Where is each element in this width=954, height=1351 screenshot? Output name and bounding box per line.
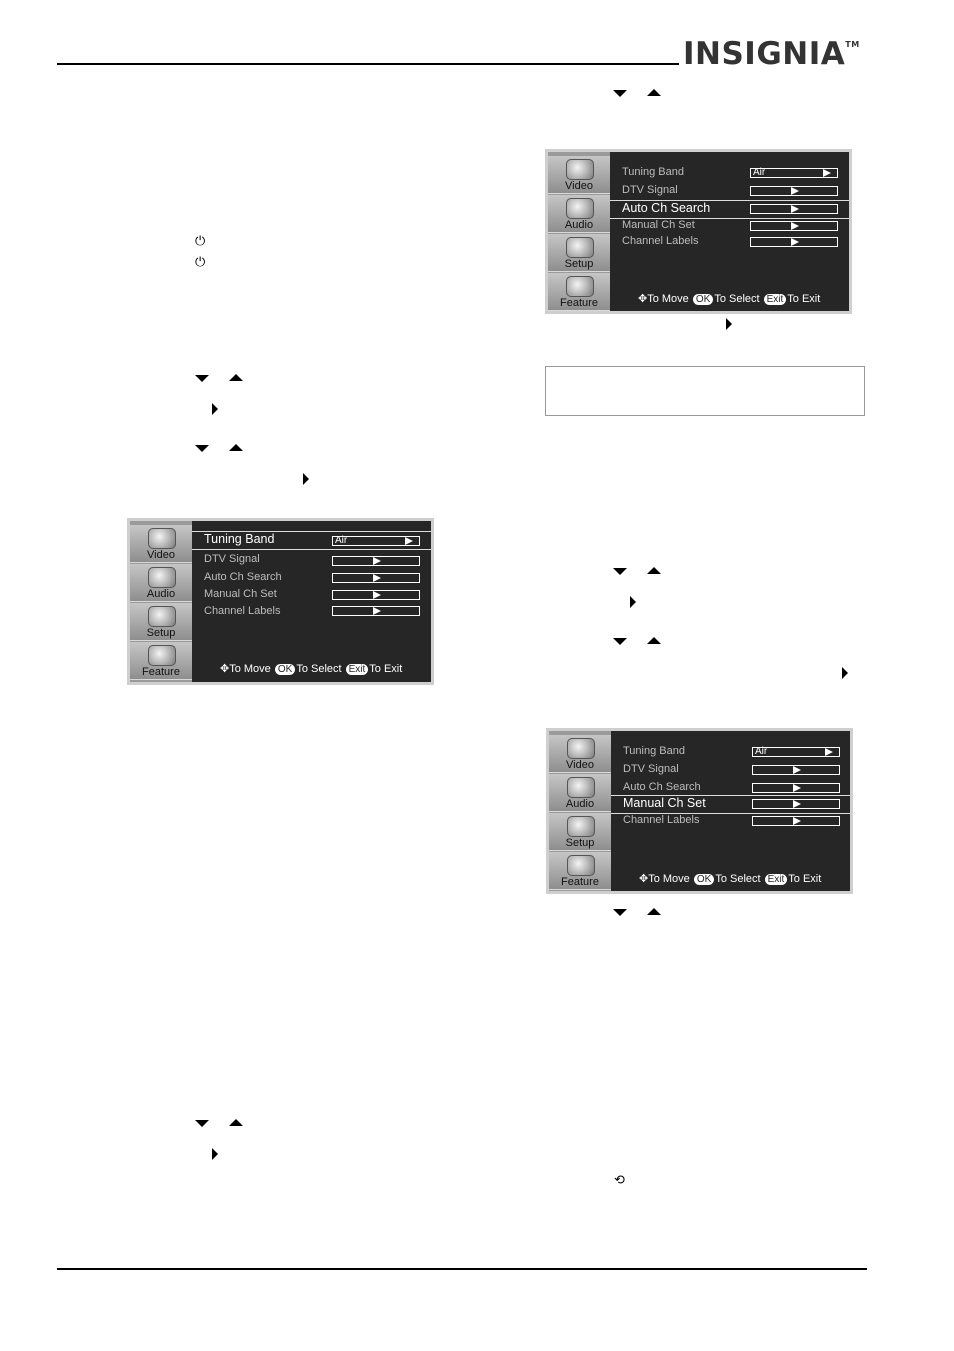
video-icon	[148, 528, 176, 549]
menu-item-dtv-signal[interactable]: DTV Signal	[623, 763, 679, 775]
menu-footer	[638, 292, 820, 305]
tuning-band-value[interactable]	[332, 536, 420, 546]
setup-icon	[567, 816, 595, 837]
tuning-band-value[interactable]	[750, 168, 838, 178]
menu-footer	[639, 872, 821, 885]
down-arrow-icon	[613, 909, 627, 916]
tab-label: Video	[565, 180, 593, 192]
auto-ch-search-arrow[interactable]	[752, 783, 840, 793]
tab-audio[interactable]	[130, 564, 192, 602]
menu-item-manual-ch-set[interactable]: Manual Ch Set	[622, 219, 695, 231]
right-arrow-icon	[212, 1148, 218, 1160]
right-arrow-icon	[212, 403, 218, 415]
up-arrow-icon	[229, 1119, 243, 1126]
down-arrow-icon	[195, 375, 209, 382]
move-icon: ✥	[638, 293, 648, 305]
up-arrow-icon	[647, 89, 661, 96]
channel-labels-arrow[interactable]	[752, 816, 840, 826]
power-icon: ⏻	[195, 234, 206, 249]
tab-label: Feature	[142, 666, 180, 678]
footer-move: To Move	[648, 873, 690, 885]
menu-item-manual-ch-set[interactable]: Manual Ch Set	[204, 588, 277, 600]
brand-tm: TM	[845, 40, 860, 49]
menu-item-channel-labels[interactable]: Channel Labels	[204, 605, 281, 617]
tab-label: Video	[566, 759, 594, 771]
audio-icon	[567, 777, 595, 798]
exit-button-icon: Exit	[765, 874, 788, 885]
menu-footer	[220, 662, 402, 675]
down-arrow-icon	[195, 1120, 209, 1127]
tab-video[interactable]	[549, 735, 611, 773]
tab-video[interactable]	[130, 525, 192, 563]
menu-item-channel-labels[interactable]: Channel Labels	[623, 814, 700, 826]
tab-setup[interactable]	[549, 813, 611, 851]
tuning-value: Air	[755, 746, 768, 757]
dtv-signal-bar	[752, 765, 840, 775]
osd-menu-manual-ch-set	[546, 728, 853, 894]
footer-move: To Move	[647, 293, 689, 305]
feature-icon	[567, 855, 595, 876]
menu-item-auto-ch-search[interactable]: Auto Ch Search	[204, 571, 282, 583]
brand-name: INSIGNIA	[683, 36, 846, 72]
audio-icon	[148, 567, 176, 588]
menu-item-tuning-band[interactable]: Tuning Band	[623, 745, 685, 757]
tab-label: Video	[147, 549, 175, 561]
tab-label: Audio	[564, 219, 594, 231]
ok-button-icon: OK	[694, 874, 714, 885]
menu-item-manual-ch-set[interactable]: Manual Ch Set	[623, 796, 706, 810]
tab-video[interactable]	[548, 156, 610, 194]
tab-audio[interactable]	[548, 195, 610, 233]
menu-item-auto-ch-search[interactable]: Auto Ch Search	[622, 201, 711, 215]
feature-icon	[566, 276, 594, 297]
ok-button-icon: OK	[275, 664, 295, 675]
right-arrow-icon	[842, 667, 848, 679]
menu-item-tuning-band[interactable]: Tuning Band	[622, 166, 684, 178]
manual-ch-set-arrow[interactable]	[750, 221, 838, 231]
footer-rule	[57, 1268, 867, 1270]
channel-labels-arrow[interactable]	[750, 237, 838, 247]
down-arrow-icon	[195, 445, 209, 452]
exit-button-icon: Exit	[764, 294, 787, 305]
tab-audio[interactable]	[549, 774, 611, 812]
tab-label: Setup	[564, 258, 594, 270]
menu-item-channel-labels[interactable]: Channel Labels	[622, 235, 699, 247]
right-arrow-icon	[726, 318, 732, 330]
manual-ch-set-arrow[interactable]	[752, 799, 840, 809]
osd-menu-tuning-band	[127, 518, 434, 685]
manual-ch-set-arrow[interactable]	[332, 590, 420, 600]
footer-exit: To Exit	[788, 873, 822, 885]
up-arrow-icon	[229, 444, 243, 451]
tuning-value: Air	[753, 167, 766, 178]
up-arrow-icon	[229, 374, 243, 381]
footer-select: To Select	[714, 293, 760, 305]
move-icon: ✥	[220, 663, 230, 675]
tab-label: Setup	[146, 627, 176, 639]
footer-exit: To Exit	[787, 293, 821, 305]
feature-icon	[148, 645, 176, 666]
setup-icon	[566, 237, 594, 258]
recall-icon: ⟲	[614, 1173, 625, 1188]
tab-label: Setup	[565, 837, 595, 849]
up-arrow-icon	[647, 637, 661, 644]
right-arrow-icon	[630, 596, 636, 608]
auto-ch-search-arrow[interactable]	[750, 204, 838, 214]
tab-setup[interactable]	[130, 603, 192, 641]
dtv-signal-bar	[332, 556, 420, 566]
right-arrow-icon	[303, 473, 309, 485]
tuning-band-value[interactable]	[752, 747, 840, 757]
video-icon	[567, 738, 595, 759]
header-rule	[57, 63, 679, 65]
ok-button-icon: OK	[693, 294, 713, 305]
menu-item-auto-ch-search[interactable]: Auto Ch Search	[623, 781, 701, 793]
menu-item-tuning-band[interactable]: Tuning Band	[204, 532, 275, 546]
footer-move: To Move	[229, 663, 271, 675]
footer-select: To Select	[296, 663, 342, 675]
tab-setup[interactable]	[548, 234, 610, 272]
brand-logo	[683, 36, 860, 72]
down-arrow-icon	[613, 638, 627, 645]
tab-feature[interactable]	[130, 642, 192, 680]
tab-label: Feature	[560, 297, 598, 309]
tab-label: Audio	[565, 798, 595, 810]
power-icon: ⏻	[195, 255, 206, 270]
tab-label: Audio	[146, 588, 176, 600]
up-arrow-icon	[647, 908, 661, 915]
audio-icon	[566, 198, 594, 219]
down-arrow-icon	[613, 568, 627, 575]
osd-menu-auto-ch-search	[545, 149, 852, 314]
channel-labels-arrow[interactable]	[332, 606, 420, 616]
tab-feature[interactable]	[549, 852, 611, 890]
move-icon: ✥	[639, 873, 649, 885]
footer-exit: To Exit	[369, 663, 403, 675]
dtv-signal-bar	[750, 186, 838, 196]
note-box	[545, 366, 865, 416]
down-arrow-icon	[613, 90, 627, 97]
setup-icon	[148, 606, 176, 627]
up-arrow-icon	[647, 567, 661, 574]
tab-feature[interactable]	[548, 273, 610, 311]
menu-item-dtv-signal[interactable]: DTV Signal	[204, 553, 260, 565]
tuning-value: Air	[335, 535, 348, 546]
footer-select: To Select	[715, 873, 761, 885]
menu-item-dtv-signal[interactable]: DTV Signal	[622, 184, 678, 196]
tab-label: Feature	[561, 876, 599, 888]
exit-button-icon: Exit	[346, 664, 369, 675]
video-icon	[566, 159, 594, 180]
auto-ch-search-arrow[interactable]	[332, 573, 420, 583]
